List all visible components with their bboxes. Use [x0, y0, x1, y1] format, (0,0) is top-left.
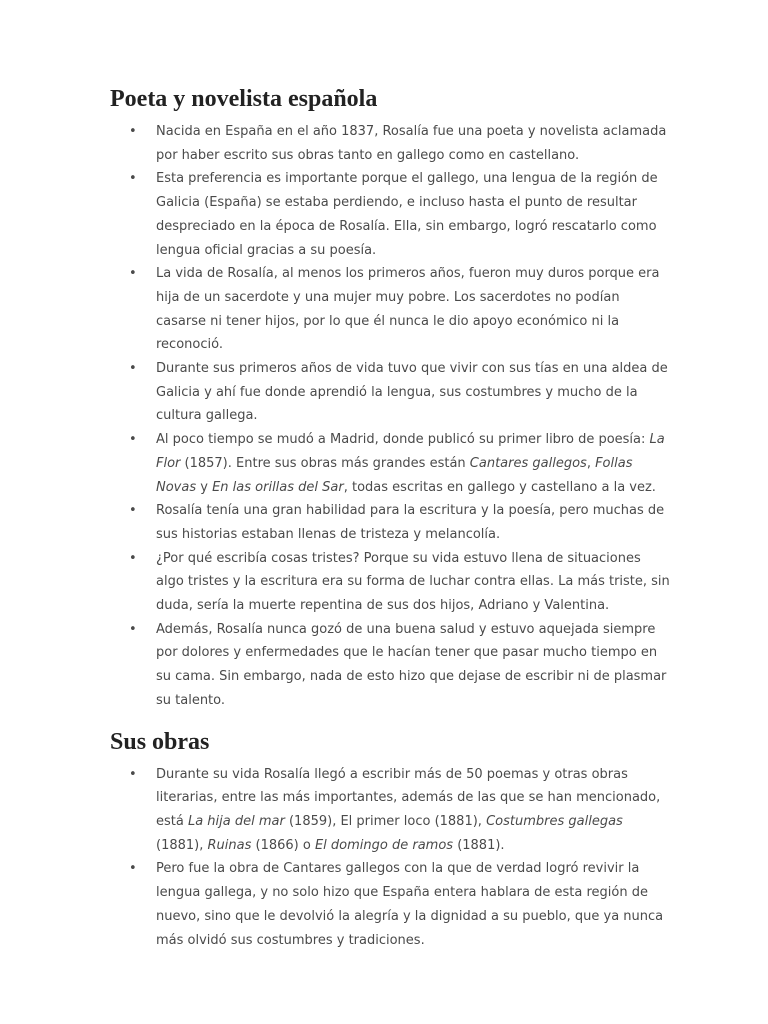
list-item	[110, 120, 670, 167]
text-run: La vida de Rosalía, al menos los primeros años, fueron muy duros porque era hija de un sacerdote y una mujer muy pobre. Los sacerdotes no podían casarse ni tener hijos, por lo que él nunca le dio apoyo económico ni la reconoció.	[156, 266, 660, 353]
section-title-obras: Sus obras	[110, 728, 210, 755]
italic-title: Ruinas	[207, 837, 252, 853]
list-item	[110, 763, 670, 858]
list-item	[110, 547, 670, 618]
italic-title: La hija del mar	[187, 813, 285, 829]
text-run: , todas escritas en gallego y castellano a la vez.	[343, 479, 656, 495]
italic-title: Costumbres gallegas	[486, 813, 623, 829]
bullet-list	[110, 120, 670, 713]
italic-title: En las orillas del Sar	[212, 479, 344, 495]
list-item	[110, 618, 670, 713]
text-run: Pero fue la obra de Cantares gallegos con la que de verdad logró revivir la lengua gallega, y no solo hizo que España entera hablara de esta región de nuevo, sino que le devolvió la alegría y la dignidad a su pueblo, que ya nunca más olvidó sus costumbres y tradiciones.	[156, 861, 664, 948]
text-run: (1859), El primer loco (1881),	[284, 813, 487, 829]
text-run: (1866) o	[251, 837, 315, 853]
bullet-list	[110, 763, 670, 953]
text-run: (1881).	[453, 837, 505, 853]
text-run: Al poco tiempo se mudó a Madrid, donde publicó su primer libro de poesía:	[156, 432, 650, 448]
text-run: Durante su vida Rosalía llegó a escribir más de 50 poemas y otras obras literarias, entre las más importantes, además de las que se han mencionado, está	[156, 766, 661, 829]
text-run: Esta preferencia es importante porque el gallego, una lengua de la región de Galicia (España) se estaba perdiendo, e incluso hasta el punto de resultar despreciado en la época de Rosalía. Ella, sin embargo, logró rescatarlo como lengua oficial gracias a su poesía.	[156, 171, 658, 258]
text-run: y	[196, 479, 213, 495]
list-item	[110, 428, 670, 499]
list-item	[110, 357, 670, 428]
document-body	[110, 84, 670, 952]
text-run: (1881),	[156, 837, 208, 853]
italic-title: La Flor	[156, 432, 665, 471]
section-title-poeta: Poeta y novelista española	[110, 86, 378, 112]
italic-title: Follas Novas	[156, 455, 633, 495]
text-run: Rosalía tenía una gran habilidad para la escritura y la poesía, pero muchas de sus historias estaban llenas de tristeza y melancolía.	[156, 503, 665, 542]
text-run: ¿Por qué escribía cosas tristes? Porque su vida estuvo llena de situaciones algo tristes y la escritura era su forma de luchar contra ellas. La más triste, sin duda, sería la muerte repentina de sus dos hijos, Adriano y Valentina.	[156, 550, 670, 614]
text-run: (1857). Entre sus obras más grandes están	[180, 455, 470, 471]
text-run: ,	[586, 455, 596, 471]
italic-title: Cantares gallegos	[469, 455, 587, 471]
text-run: Nacida en España en el año 1837, Rosalía fue una poeta y novelista aclamada por haber escrito sus obras tanto en gallego como en castellano.	[156, 124, 667, 163]
text-run: Además, Rosalía nunca gozó de una buena salud y estuvo aquejada siempre por dolores y enfermedades que le hacían tener que pasar mucho tiempo en su cama. Sin embargo, nada de esto hizo que dejase de escribir ni de plasmar su talento.	[156, 621, 667, 708]
list-item	[110, 262, 670, 357]
text-run: Durante sus primeros años de vida tuvo que vivir con sus tías en una aldea de Galicia y ahí fue donde aprendió la lengua, sus costumbres y mucho de la cultura gallega.	[156, 361, 668, 424]
italic-title: El domingo de ramos	[314, 837, 454, 853]
list-item	[110, 167, 670, 262]
list-item	[110, 499, 670, 546]
list-item	[110, 857, 670, 952]
